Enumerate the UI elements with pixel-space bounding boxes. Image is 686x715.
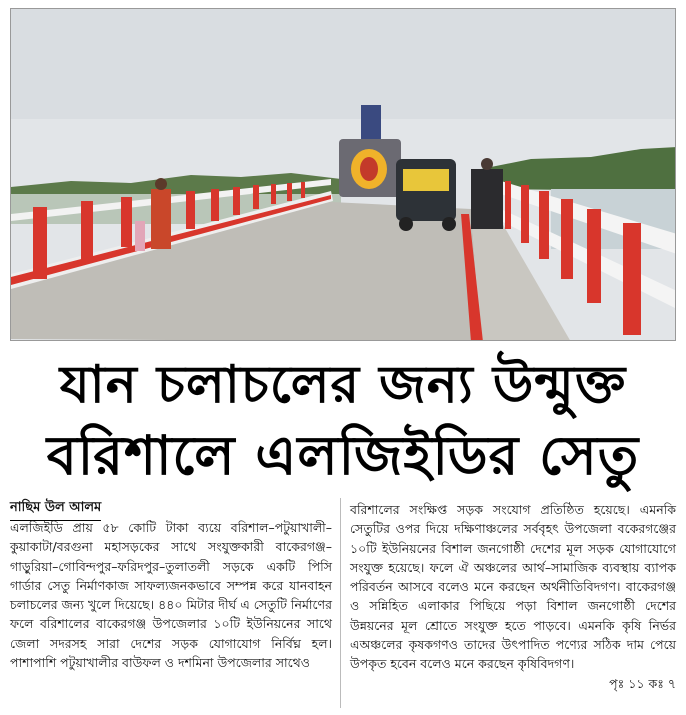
author-byline: নাছিম উল আলম: [10, 498, 101, 521]
page-reference: পৃঃ ১১ কঃ ৭: [609, 675, 676, 691]
article-column-2: [350, 500, 676, 693]
headline-line-1: যান চলাচলের জন্য উন্মুক্ত: [59, 355, 627, 415]
article-paragraph: বরিশালের সংক্ষিপ্ত সড়ক সংযোগ প্রতিষ্ঠিত হয়েছে। এমনকি সেতুটির ওপর দিয়ে দক্ষিণাঞ্চলের সর্ববৃহৎ উপজেলা বকেরগঞ্জের ১০টি ইউনিয়নের বিশাল জনগোষ্ঠী দেশের মূল সড়ক যোগাযোগে সংযুক্ত হয়েছে। ফলে ঐ অঞ্চলের আর্থ–সামাজিক ব্যবস্থায় ব্যাপক পরিবর্তন আসবে বলেও মনে করছেন অর্থনীতিবিদগণ। বাকেরগঞ্জ ও সন্নিহিত এলাকার পিছিয়ে পড়া বিশাল জনগোষ্ঠী দেশের উন্নয়নের মূল শ্রোতে সংযুক্ত হতে পাড়বে। এমনকি কৃষি নির্ভর এঅঞ্চলের কৃষকগণও তাদের উৎপাদিত পণ্যের সঠিক দাম পেয়ে উপকৃত হবেন বলেও মনে করছেন কৃষিবিদগণ।: [350, 502, 676, 672]
headline-line-2: বরিশালে এলজিইডির সেতু: [46, 424, 640, 487]
column-divider: [340, 498, 341, 708]
bridge-photo: [10, 8, 676, 341]
article-column-1: [10, 518, 332, 672]
article-paragraph: এলজিইডি প্রায় ৫৮ কোটি টাকা ব্যয়ে বরিশাল–পটুয়াখালী–কুয়াকাটা/বরগুনা মহাসড়কের সাথে সংযুক্তকারী বাকেরগঞ্জ–গাড়ুরিয়া–গোবিন্দপুর–ফরিদপুর–তুলাতলী সড়কে একটি পিসি গার্ডার সেতু নির্মাণকাজ সাফল্যজনকভাবে সম্পন্ন করে যানবাহন চলাচলের জন্য খুলে দিয়েছে। ৪৪০ মিটার দীর্ঘ এ সেতুটি নির্মাণের ফলে বরিশালের বাকেরগঞ্জ উপজেলার ১০টি ইউনিয়নের সাথে জেলা সদরসহ সারা দেশের সড়ক যোগাযোগ নির্বিঘ্ন হল। পাশাপাশি পটুয়াখালীর বাউফল ও দশমিনা উপজেলার সাথেও: [10, 520, 332, 671]
